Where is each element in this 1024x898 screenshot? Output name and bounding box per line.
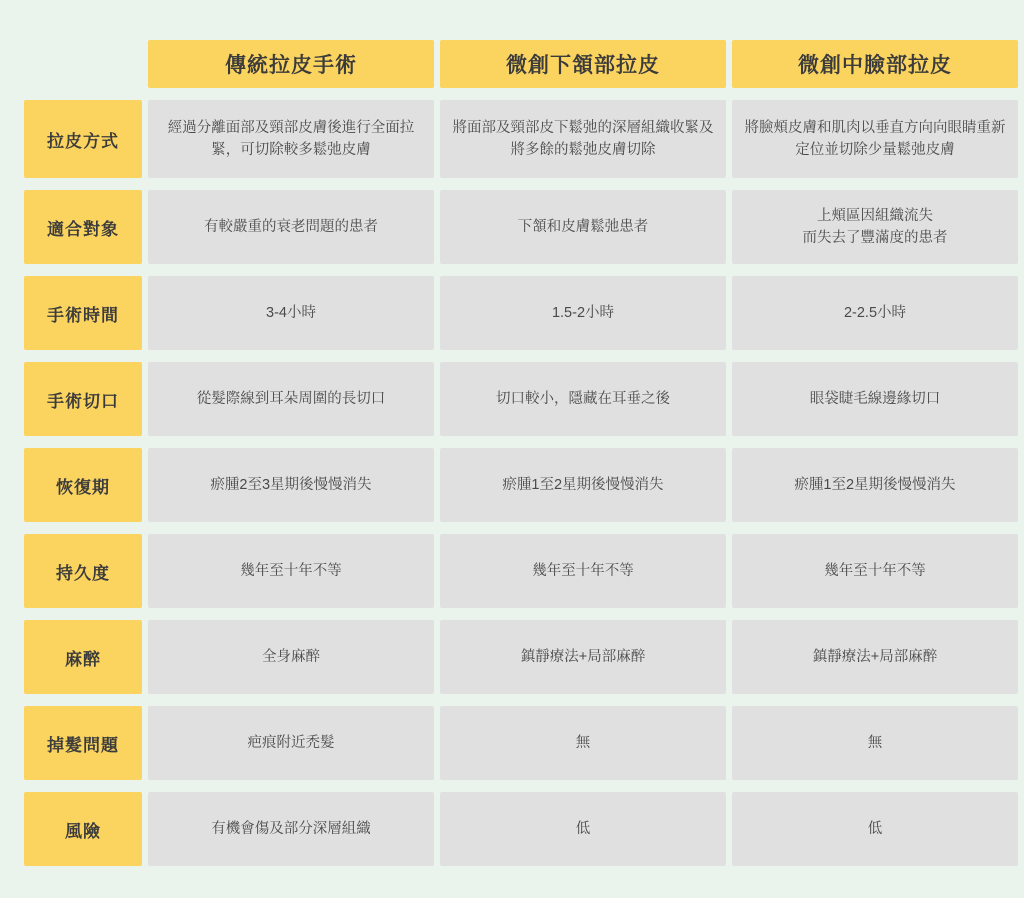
column-header-2: 微創下頷部拉皮 xyxy=(440,40,726,88)
cell-recovery-lower-face: 瘀腫1至2星期後慢慢消失 xyxy=(440,448,726,522)
cell-risk-mid-face: 低 xyxy=(732,792,1018,866)
table-row xyxy=(24,276,1018,350)
table-row xyxy=(24,706,1018,780)
cell-anesthesia-mid-face: 鎮靜療法+局部麻醉 xyxy=(732,620,1018,694)
row-header-hair-loss: 掉髮問題 xyxy=(24,706,142,780)
cell-incision-traditional: 從髮際線到耳朵周圍的長切口 xyxy=(148,362,434,436)
table-row xyxy=(24,448,1018,522)
cell-method-traditional: 經過分離面部及頸部皮膚後進行全面拉緊，可切除較多鬆弛皮膚 xyxy=(148,100,434,178)
cell-anesthesia-lower-face: 鎮靜療法+局部麻醉 xyxy=(440,620,726,694)
cell-duration-mid-face: 2-2.5小時 xyxy=(732,276,1018,350)
cell-method-mid-face: 將臉頰皮膚和肌肉以垂直方向向眼睛重新定位並切除少量鬆弛皮膚 xyxy=(732,100,1018,178)
row-header-anesthesia: 麻醉 xyxy=(24,620,142,694)
table-body xyxy=(24,100,1018,866)
cell-recovery-mid-face: 瘀腫1至2星期後慢慢消失 xyxy=(732,448,1018,522)
cell-duration-traditional: 3-4小時 xyxy=(148,276,434,350)
table-row xyxy=(24,534,1018,608)
row-header-longevity: 持久度 xyxy=(24,534,142,608)
table-header xyxy=(24,40,1018,88)
cell-hair-loss-lower-face: 無 xyxy=(440,706,726,780)
cell-method-lower-face: 將面部及頸部皮下鬆弛的深層組織收緊及將多餘的鬆弛皮膚切除 xyxy=(440,100,726,178)
row-header-risk: 風險 xyxy=(24,792,142,866)
table-header-row xyxy=(24,40,1018,88)
table-row xyxy=(24,362,1018,436)
row-header-duration: 手術時間 xyxy=(24,276,142,350)
row-header-candidate: 適合對象 xyxy=(24,190,142,264)
table-row xyxy=(24,620,1018,694)
table-row xyxy=(24,100,1018,178)
cell-longevity-lower-face: 幾年至十年不等 xyxy=(440,534,726,608)
cell-longevity-traditional: 幾年至十年不等 xyxy=(148,534,434,608)
column-header-1: 傳統拉皮手術 xyxy=(148,40,434,88)
row-header-method: 拉皮方式 xyxy=(24,100,142,178)
cell-duration-lower-face: 1.5-2小時 xyxy=(440,276,726,350)
cell-anesthesia-traditional: 全身麻醉 xyxy=(148,620,434,694)
cell-candidate-lower-face: 下頷和皮膚鬆弛患者 xyxy=(440,190,726,264)
cell-hair-loss-mid-face: 無 xyxy=(732,706,1018,780)
cell-risk-traditional: 有機會傷及部分深層組織 xyxy=(148,792,434,866)
cell-hair-loss-traditional: 疤痕附近禿髮 xyxy=(148,706,434,780)
comparison-table xyxy=(18,28,1024,878)
cell-candidate-mid-face: 上頰區因組織流失 而失去了豐滿度的患者 xyxy=(732,190,1018,264)
cell-recovery-traditional: 瘀腫2至3星期後慢慢消失 xyxy=(148,448,434,522)
table-row xyxy=(24,792,1018,866)
row-header-incision: 手術切口 xyxy=(24,362,142,436)
cell-incision-lower-face: 切口較小，隱藏在耳垂之後 xyxy=(440,362,726,436)
cell-candidate-traditional: 有較嚴重的衰老問題的患者 xyxy=(148,190,434,264)
cell-longevity-mid-face: 幾年至十年不等 xyxy=(732,534,1018,608)
table-corner-cell xyxy=(24,40,142,88)
cell-risk-lower-face: 低 xyxy=(440,792,726,866)
table-row xyxy=(24,190,1018,264)
column-header-3: 微創中臉部拉皮 xyxy=(732,40,1018,88)
cell-incision-mid-face: 眼袋睫毛線邊緣切口 xyxy=(732,362,1018,436)
row-header-recovery: 恢復期 xyxy=(24,448,142,522)
